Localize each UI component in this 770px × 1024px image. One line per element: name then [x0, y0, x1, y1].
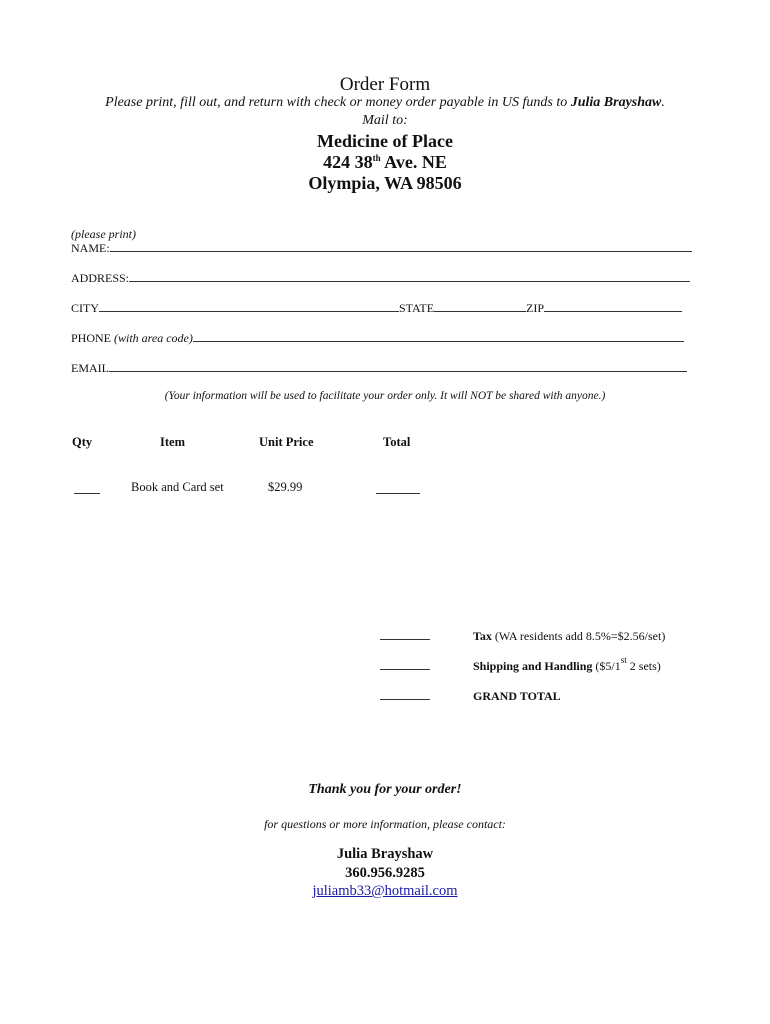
- contact-email-link[interactable]: juliamb33@hotmail.com: [312, 883, 458, 899]
- phone-row: [71, 331, 684, 346]
- contact-email-row: [0, 883, 770, 900]
- zip-field[interactable]: [544, 301, 682, 312]
- tax-label: Tax: [473, 629, 492, 643]
- contact-name: Julia Brayshaw: [336, 846, 434, 862]
- city-label: CITY: [71, 301, 99, 315]
- form-title: Order Form: [339, 74, 431, 95]
- grand-total-field[interactable]: [380, 689, 430, 700]
- phone-label: PHONE: [71, 331, 112, 345]
- line-total-field[interactable]: [376, 483, 420, 494]
- address-row: [71, 271, 690, 286]
- street-name: Ave. NE: [380, 152, 447, 172]
- shipping-row-label: [473, 655, 661, 674]
- payee-name: Julia Brayshaw: [570, 95, 662, 110]
- instructions-end: .: [661, 95, 665, 110]
- qty-header: Qty: [72, 435, 93, 449]
- qty-field[interactable]: [74, 483, 100, 494]
- shipping-ordinal: st: [620, 655, 627, 665]
- name-label: NAME:: [71, 241, 110, 255]
- name-row: [71, 241, 692, 256]
- phone-field[interactable]: [193, 331, 684, 342]
- phone-hint: (with area code): [114, 331, 193, 345]
- state-field[interactable]: [434, 301, 526, 312]
- city-field[interactable]: [99, 301, 399, 312]
- street-number: 424 38: [323, 152, 373, 172]
- privacy-note: (Your information will be used to facilitate your order only. It will NOT be shared with anyone.): [164, 390, 606, 402]
- street-ordinal: th: [372, 153, 381, 163]
- name-field[interactable]: [110, 241, 692, 252]
- mailing-name: Medicine of Place: [317, 131, 453, 151]
- total-header: Total: [383, 435, 411, 449]
- grand-total-text: GRAND TOTAL: [473, 689, 561, 703]
- zip-label: ZIP: [526, 301, 545, 315]
- shipping-detail-end: 2 sets): [626, 659, 661, 673]
- email-row: [71, 361, 687, 376]
- city-state-zip-row: [71, 301, 682, 316]
- state-label: STATE: [399, 301, 435, 315]
- payment-instructions: [0, 95, 770, 111]
- grand-total-label: [473, 689, 561, 704]
- mailing-city-state-zip: Olympia, WA 98506: [308, 173, 462, 193]
- mailing-street: [0, 152, 770, 173]
- address-label: ADDRESS:: [71, 271, 130, 285]
- unit-price: $29.99: [268, 480, 303, 494]
- item-header: Item: [160, 435, 185, 449]
- instructions-text: Please print, fill out, and return with check or money order payable in US funds to: [105, 95, 571, 110]
- email-field[interactable]: [109, 361, 687, 372]
- shipping-detail: ($5/1: [592, 659, 621, 673]
- thank-you-message: Thank you for your order!: [308, 782, 462, 797]
- email-label: EMAIL: [71, 361, 109, 375]
- tax-row-label: [473, 629, 665, 644]
- address-field[interactable]: [129, 271, 690, 282]
- shipping-label: Shipping and Handling: [473, 659, 593, 673]
- unit-price-header: Unit Price: [259, 435, 314, 449]
- shipping-field[interactable]: [380, 659, 430, 670]
- tax-detail: (WA residents add 8.5%=$2.56/set): [491, 629, 666, 643]
- item-name: Book and Card set: [131, 480, 224, 494]
- please-print-hint: (please print): [71, 227, 136, 241]
- tax-field[interactable]: [380, 629, 430, 640]
- contact-line: for questions or more information, please contact:: [264, 817, 506, 831]
- contact-phone: 360.956.9285: [345, 865, 425, 881]
- mail-to-label: Mail to:: [362, 113, 408, 128]
